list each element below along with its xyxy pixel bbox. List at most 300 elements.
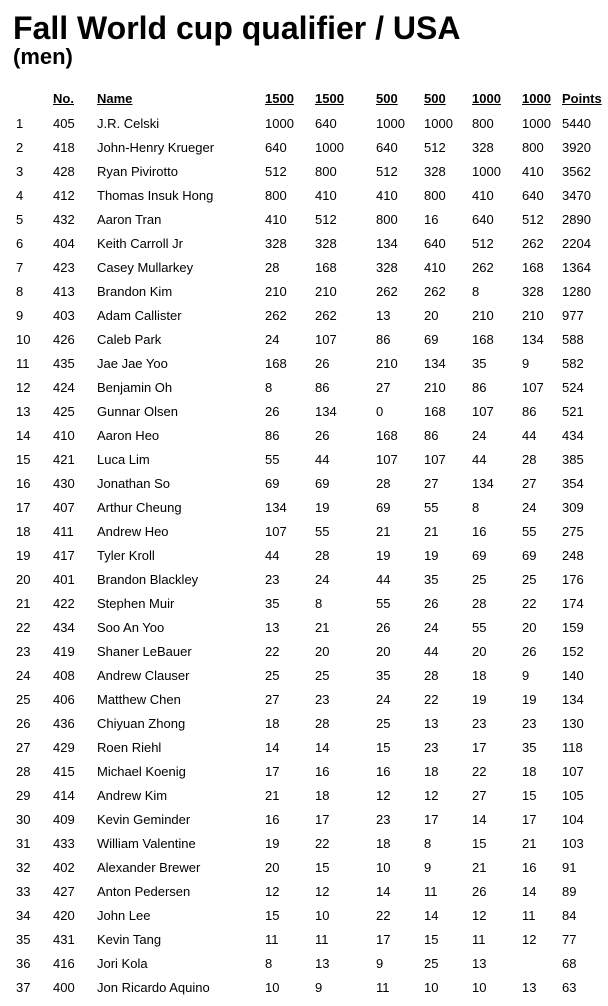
points-cell: 91 (562, 859, 577, 875)
table-body (16, 111, 606, 999)
name-cell: Jae Jae Yoo (97, 355, 168, 371)
rank-cell: 21 (16, 595, 31, 611)
name-cell: Jori Kola (97, 955, 148, 971)
header-1000-race-2: 1000 (522, 90, 551, 106)
score-1500-race-1: 17 (265, 763, 280, 779)
rank-cell: 29 (16, 787, 31, 803)
rank-cell: 13 (16, 403, 31, 419)
score-1000-race-1: 24 (472, 427, 487, 443)
table-row (16, 975, 606, 999)
score-1500-race-2: 44 (315, 451, 330, 467)
rank-cell: 17 (16, 499, 31, 515)
number-cell: 412 (53, 187, 75, 203)
number-cell: 428 (53, 163, 75, 179)
score-1000-race-2: 35 (522, 739, 537, 755)
score-1000-race-2: 640 (522, 187, 544, 203)
score-500-race-1: 22 (376, 907, 391, 923)
score-1500-race-2: 11 (315, 931, 329, 947)
score-1500-race-2: 15 (315, 859, 330, 875)
rank-cell: 14 (16, 427, 31, 443)
points-cell: 130 (562, 715, 584, 731)
score-500-race-2: 210 (424, 379, 446, 395)
score-1000-race-2: 55 (522, 523, 537, 539)
score-1500-race-2: 28 (315, 715, 330, 731)
score-1500-race-1: 86 (265, 427, 280, 443)
score-1000-race-1: 86 (472, 379, 487, 395)
table-row (16, 423, 606, 447)
score-1500-race-2: 8 (315, 595, 323, 611)
score-1000-race-1: 27 (472, 787, 487, 803)
name-cell: Stephen Muir (97, 595, 175, 611)
score-1000-race-1: 17 (472, 739, 487, 755)
table-row (16, 663, 606, 687)
name-cell: Jon Ricardo Aquino (97, 979, 210, 995)
score-500-race-1: 800 (376, 211, 398, 227)
score-500-race-1: 640 (376, 139, 398, 155)
number-cell: 430 (53, 475, 75, 491)
rank-cell: 32 (16, 859, 31, 875)
table-row (16, 111, 606, 135)
score-1000-race-1: 18 (472, 667, 487, 683)
score-1500-race-2: 262 (315, 307, 337, 323)
score-500-race-1: 23 (376, 811, 391, 827)
number-cell: 424 (53, 379, 75, 395)
score-1500-race-2: 16 (315, 763, 330, 779)
score-1500-race-1: 10 (265, 979, 280, 995)
points-cell: 118 (562, 739, 583, 755)
score-1500-race-2: 21 (315, 619, 330, 635)
number-cell: 405 (53, 115, 75, 131)
rank-cell: 16 (16, 475, 31, 491)
score-500-race-1: 9 (376, 955, 384, 971)
number-cell: 425 (53, 403, 75, 419)
score-1500-race-1: 25 (265, 667, 280, 683)
name-cell: Casey Mullarkey (97, 259, 194, 275)
name-cell: J.R. Celski (97, 115, 160, 131)
score-1000-race-2: 262 (522, 235, 544, 251)
score-500-race-1: 86 (376, 331, 391, 347)
score-1000-race-2: 107 (522, 379, 544, 395)
name-cell: Andrew Clauser (97, 667, 190, 683)
score-1500-race-1: 13 (265, 619, 280, 635)
points-cell: 385 (562, 451, 584, 467)
score-1500-race-1: 69 (265, 475, 280, 491)
score-500-race-2: 20 (424, 307, 439, 323)
score-1000-race-2: 69 (522, 547, 537, 563)
score-500-race-2: 14 (424, 907, 439, 923)
points-cell: 89 (562, 883, 577, 899)
score-500-race-1: 44 (376, 571, 391, 587)
score-1000-race-2: 11 (522, 907, 536, 923)
score-1500-race-2: 134 (315, 403, 337, 419)
points-cell: 354 (562, 475, 584, 491)
score-500-race-1: 13 (376, 307, 391, 323)
score-1000-race-1: 15 (472, 835, 487, 851)
score-1500-race-2: 86 (315, 379, 330, 395)
score-1500-race-1: 21 (265, 787, 280, 803)
score-1000-race-1: 107 (472, 403, 494, 419)
table-row (16, 207, 606, 231)
rank-cell: 6 (16, 235, 24, 251)
rank-cell: 37 (16, 979, 31, 995)
score-1500-race-2: 13 (315, 955, 330, 971)
score-1000-race-1: 26 (472, 883, 487, 899)
score-500-race-1: 262 (376, 283, 398, 299)
points-cell: 977 (562, 307, 584, 323)
score-500-race-1: 11 (376, 979, 390, 995)
score-500-race-2: 9 (424, 859, 432, 875)
table-row (16, 615, 606, 639)
score-1000-race-1: 69 (472, 547, 487, 563)
number-cell: 427 (53, 883, 75, 899)
score-1000-race-2: 9 (522, 667, 530, 683)
name-cell: Gunnar Olsen (97, 403, 178, 419)
score-500-race-1: 107 (376, 451, 398, 467)
number-cell: 434 (53, 619, 75, 635)
score-1500-race-1: 35 (265, 595, 280, 611)
score-500-race-1: 69 (376, 499, 391, 515)
score-500-race-1: 15 (376, 739, 391, 755)
points-cell: 1280 (562, 283, 591, 299)
score-500-race-1: 26 (376, 619, 391, 635)
page-title: Fall World cup qualifier / USA (13, 10, 461, 46)
table-row (16, 183, 606, 207)
score-1500-race-1: 18 (265, 715, 280, 731)
score-1500-race-1: 134 (265, 499, 287, 515)
number-cell: 403 (53, 307, 75, 323)
score-1500-race-1: 1000 (265, 115, 294, 131)
score-500-race-2: 8 (424, 835, 432, 851)
score-500-race-2: 134 (424, 355, 446, 371)
score-1000-race-2: 25 (522, 571, 537, 587)
score-1000-race-1: 19 (472, 691, 487, 707)
score-1000-race-1: 22 (472, 763, 487, 779)
score-1500-race-2: 22 (315, 835, 330, 851)
score-500-race-2: 512 (424, 139, 446, 155)
number-cell: 407 (53, 499, 75, 515)
rank-cell: 20 (16, 571, 31, 587)
score-1000-race-2: 512 (522, 211, 544, 227)
score-1000-race-2: 27 (522, 475, 537, 491)
number-cell: 423 (53, 259, 75, 275)
score-500-race-2: 262 (424, 283, 446, 299)
rank-cell: 2 (16, 139, 24, 155)
score-1000-race-1: 10 (472, 979, 487, 995)
name-cell: Kevin Tang (97, 931, 162, 947)
rank-cell: 26 (16, 715, 31, 731)
score-500-race-2: 19 (424, 547, 439, 563)
score-1000-race-2: 14 (522, 883, 537, 899)
score-1500-race-2: 14 (315, 739, 330, 755)
table-row (16, 831, 606, 855)
score-1500-race-1: 28 (265, 259, 280, 275)
name-cell: Brandon Blackley (97, 571, 199, 587)
score-1500-race-1: 328 (265, 235, 287, 251)
score-500-race-2: 16 (424, 211, 439, 227)
score-1000-race-1: 640 (472, 211, 494, 227)
table-row (16, 639, 606, 663)
table-row (16, 495, 606, 519)
score-1500-race-1: 262 (265, 307, 287, 323)
score-500-race-1: 512 (376, 163, 398, 179)
number-cell: 426 (53, 331, 75, 347)
header-500-race-1: 500 (376, 90, 398, 106)
score-1000-race-1: 210 (472, 307, 494, 323)
table-row (16, 351, 606, 375)
table-row (16, 711, 606, 735)
table-row (16, 255, 606, 279)
score-1500-race-2: 210 (315, 283, 337, 299)
score-500-race-1: 21 (376, 523, 391, 539)
rank-cell: 28 (16, 763, 31, 779)
points-cell: 3470 (562, 187, 591, 203)
score-1000-race-1: 410 (472, 187, 494, 203)
score-1000-race-2: 17 (522, 811, 537, 827)
score-1500-race-1: 22 (265, 643, 280, 659)
score-500-race-2: 25 (424, 955, 439, 971)
score-1500-race-2: 328 (315, 235, 337, 251)
score-1000-race-1: 14 (472, 811, 487, 827)
name-cell: Brandon Kim (97, 283, 173, 299)
rank-cell: 15 (16, 451, 31, 467)
name-cell: John Lee (97, 907, 151, 923)
rank-cell: 34 (16, 907, 31, 923)
score-1000-race-1: 28 (472, 595, 487, 611)
score-500-race-1: 19 (376, 547, 391, 563)
points-cell: 582 (562, 355, 584, 371)
rank-cell: 3 (16, 163, 24, 179)
score-1000-race-1: 262 (472, 259, 494, 275)
rank-cell: 23 (16, 643, 31, 659)
number-cell: 400 (53, 979, 75, 995)
score-500-race-2: 35 (424, 571, 439, 587)
points-cell: 1364 (562, 259, 591, 275)
header-number: No. (53, 90, 74, 106)
points-cell: 3562 (562, 163, 591, 179)
rank-cell: 22 (16, 619, 31, 635)
number-cell: 431 (53, 931, 75, 947)
score-500-race-2: 69 (424, 331, 439, 347)
number-cell: 429 (53, 739, 75, 755)
number-cell: 414 (53, 787, 75, 803)
score-1500-race-1: 23 (265, 571, 280, 587)
score-1500-race-1: 8 (265, 955, 273, 971)
score-1000-race-2: 1000 (522, 115, 551, 131)
name-cell: Arthur Cheung (97, 499, 182, 515)
table-row (16, 375, 606, 399)
rank-cell: 11 (16, 355, 30, 371)
score-1000-race-1: 134 (472, 475, 494, 491)
score-500-race-2: 1000 (424, 115, 453, 131)
points-cell: 174 (562, 595, 584, 611)
score-500-race-2: 107 (424, 451, 446, 467)
score-500-race-1: 17 (376, 931, 391, 947)
name-cell: Aaron Tran (97, 211, 162, 227)
score-500-race-2: 11 (424, 883, 438, 899)
score-1000-race-2: 328 (522, 283, 544, 299)
name-cell: Aaron Heo (97, 427, 160, 443)
name-cell: Jonathan So (97, 475, 171, 491)
table-row (16, 759, 606, 783)
score-1000-race-1: 20 (472, 643, 487, 659)
number-cell: 433 (53, 835, 75, 851)
score-500-race-2: 86 (424, 427, 439, 443)
points-cell: 152 (562, 643, 584, 659)
number-cell: 402 (53, 859, 75, 875)
score-1500-race-2: 24 (315, 571, 330, 587)
name-cell: Ryan Pivirotto (97, 163, 178, 179)
points-cell: 176 (562, 571, 584, 587)
rank-cell: 36 (16, 955, 31, 971)
name-cell: Benjamin Oh (97, 379, 173, 395)
rank-cell: 33 (16, 883, 31, 899)
score-500-race-1: 12 (376, 787, 391, 803)
score-1500-race-1: 44 (265, 547, 280, 563)
header-500-race-2: 500 (424, 90, 446, 106)
score-500-race-2: 328 (424, 163, 446, 179)
rank-cell: 30 (16, 811, 31, 827)
score-500-race-1: 55 (376, 595, 391, 611)
score-1000-race-2: 20 (522, 619, 537, 635)
table-row (16, 879, 606, 903)
score-1500-race-2: 69 (315, 475, 330, 491)
number-cell: 420 (53, 907, 75, 923)
score-1000-race-1: 23 (472, 715, 487, 731)
score-1500-race-1: 14 (265, 739, 280, 755)
name-cell: Tyler Kroll (97, 547, 155, 563)
header-name: Name (97, 90, 133, 106)
score-1000-race-1: 8 (472, 283, 480, 299)
points-cell: 134 (562, 691, 584, 707)
score-1000-race-2: 28 (522, 451, 537, 467)
score-1000-race-1: 13 (472, 955, 487, 971)
score-500-race-2: 12 (424, 787, 439, 803)
header-rank (16, 85, 53, 111)
number-cell: 432 (53, 211, 75, 227)
score-1500-race-1: 210 (265, 283, 287, 299)
score-1000-race-1: 168 (472, 331, 494, 347)
score-1500-race-1: 410 (265, 211, 287, 227)
number-cell: 422 (53, 595, 75, 611)
score-500-race-2: 17 (424, 811, 439, 827)
score-1500-race-2: 20 (315, 643, 330, 659)
score-500-race-1: 18 (376, 835, 391, 851)
name-cell: Chiyuan Zhong (97, 715, 186, 731)
rank-cell: 10 (16, 331, 31, 347)
score-500-race-1: 28 (376, 475, 391, 491)
points-cell: 105 (562, 787, 584, 803)
table-row (16, 231, 606, 255)
points-cell: 104 (562, 811, 584, 827)
page-subtitle: (men) (13, 44, 73, 69)
name-cell: Roen Riehl (97, 739, 162, 755)
number-cell: 409 (53, 811, 75, 827)
score-500-race-1: 20 (376, 643, 391, 659)
score-1500-race-2: 1000 (315, 139, 344, 155)
points-cell: 5440 (562, 115, 591, 131)
score-500-race-2: 27 (424, 475, 439, 491)
score-500-race-2: 640 (424, 235, 446, 251)
name-cell: Soo An Yoo (97, 619, 165, 635)
score-1000-race-1: 16 (472, 523, 487, 539)
score-1500-race-2: 800 (315, 163, 337, 179)
score-1000-race-2: 86 (522, 403, 537, 419)
score-1500-race-1: 16 (265, 811, 280, 827)
table-row (16, 687, 606, 711)
name-cell: Michael Koenig (97, 763, 186, 779)
number-cell: 415 (53, 763, 75, 779)
table-row (16, 735, 606, 759)
rank-cell: 19 (16, 547, 31, 563)
name-cell: Andrew Heo (97, 523, 169, 539)
score-1000-race-2 (522, 951, 562, 975)
points-cell: 140 (562, 667, 584, 683)
score-1000-race-2: 9 (522, 355, 530, 371)
score-1500-race-2: 25 (315, 667, 330, 683)
score-1500-race-1: 26 (265, 403, 280, 419)
score-1500-race-2: 17 (315, 811, 330, 827)
score-500-race-2: 21 (424, 523, 439, 539)
score-1000-race-2: 23 (522, 715, 537, 731)
number-cell: 435 (53, 355, 75, 371)
table-row (16, 399, 606, 423)
score-500-race-2: 10 (424, 979, 439, 995)
score-1000-race-1: 55 (472, 619, 487, 635)
score-500-race-2: 55 (424, 499, 439, 515)
score-1500-race-1: 20 (265, 859, 280, 875)
score-1500-race-2: 640 (315, 115, 337, 131)
number-cell: 404 (53, 235, 75, 251)
score-1000-race-1: 44 (472, 451, 487, 467)
score-500-race-2: 410 (424, 259, 446, 275)
rank-cell: 12 (16, 379, 31, 395)
header-1000-race-1: 1000 (472, 90, 501, 106)
score-1000-race-2: 134 (522, 331, 544, 347)
score-1500-race-2: 18 (315, 787, 330, 803)
score-500-race-1: 210 (376, 355, 398, 371)
name-cell: Luca Lim (97, 451, 150, 467)
table-row (16, 951, 606, 975)
score-1000-race-2: 24 (522, 499, 537, 515)
rank-cell: 31 (16, 835, 31, 851)
points-cell: 84 (562, 907, 577, 923)
rank-cell: 24 (16, 667, 31, 683)
score-1500-race-2: 23 (315, 691, 330, 707)
score-500-race-1: 168 (376, 427, 398, 443)
table-row (16, 855, 606, 879)
score-500-race-1: 16 (376, 763, 391, 779)
score-1500-race-1: 11 (265, 931, 279, 947)
rank-cell: 27 (16, 739, 31, 755)
number-cell: 401 (53, 571, 75, 587)
rank-cell: 8 (16, 283, 24, 299)
score-1000-race-1: 800 (472, 115, 494, 131)
table-row (16, 783, 606, 807)
score-1500-race-1: 107 (265, 523, 287, 539)
rank-cell: 35 (16, 931, 31, 947)
table-row (16, 471, 606, 495)
table-row (16, 519, 606, 543)
table-row (16, 135, 606, 159)
score-500-race-2: 15 (424, 931, 439, 947)
table-row (16, 447, 606, 471)
score-500-race-2: 13 (424, 715, 439, 731)
score-500-race-2: 28 (424, 667, 439, 683)
score-1500-race-2: 26 (315, 355, 330, 371)
score-500-race-1: 410 (376, 187, 398, 203)
table-row (16, 903, 606, 927)
table-row (16, 327, 606, 351)
